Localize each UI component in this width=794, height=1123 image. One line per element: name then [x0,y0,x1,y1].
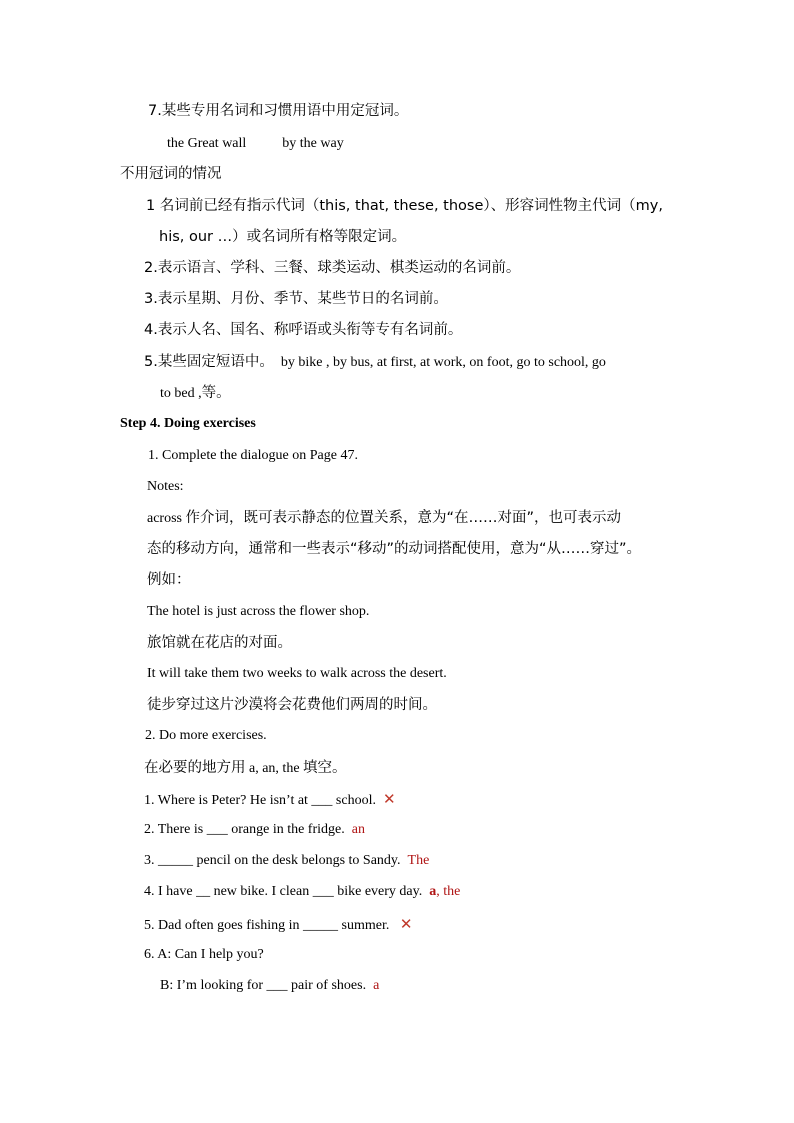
question-5-text: 5. Dad often goes fishing in _____ summer. [144,918,390,933]
cross-icon: ✕ [399,915,413,933]
fill-instruction-articles: a, an, the [249,761,300,776]
note-line-3: 例如： [147,572,191,588]
rule-3: 3.表示星期、月份、季节、某些节日的名词前。 [144,291,448,307]
question-3 [144,851,429,871]
answer-4-a: a [429,884,437,899]
answer-2: an [351,822,365,837]
question-3-text: 3. _____ pencil on the desk belongs to Sandy. [144,853,401,868]
question-5 [144,914,412,936]
question-2 [144,820,365,840]
question-6-b [160,976,379,996]
question-2-text: 2. There is ___ orange in the fridge. [144,822,345,837]
example-sentence-2: It will take them two weeks to walk across the desert. [147,666,447,681]
example-great-wall: the Great wall [167,136,247,151]
example-phrases [167,134,344,154]
rule-5-line-2 [160,383,231,404]
example-by-the-way: by the way [282,136,344,151]
exercise-1: 1. Complete the dialogue on Page 47. [148,448,358,463]
example-translation-1: 旅馆就在花店的对面。 [147,635,292,651]
fill-instruction-cn-2: 填空。 [303,760,347,776]
answer-4-the: , the [436,884,461,899]
exercise-2: 2. Do more exercises. [145,728,267,743]
note-line-2: 态的移动方向，通常和一些表示“移动”的动词搭配使用，意为“从……穿过”。 [147,541,642,557]
rule-4: 4.表示人名、国名、称呼语或头衔等专有名词前。 [144,322,463,338]
question-1-text: 1. Where is Peter? He isn’t at ___ school. [144,793,376,808]
rule-5-phrases: by bike , by bus, at first, at work, on foot, go to school, go [280,355,606,370]
question-6-a: 6. A: Can I help you? [144,947,264,962]
rule-5-cn: 5.某些固定短语中。 [144,354,274,370]
notes-label: Notes: [147,479,184,494]
question-4-text: 4. I have __ new bike. I clean ___ bike every day. [144,884,423,899]
rule-2: 2.表示语言、学科、三餐、球类运动、棋类运动的名词前。 [144,260,521,276]
rule-1-line-2: his, our …）或名词所有格等限定词。 [159,229,407,245]
example-sentence-1: The hotel is just across the flower shop. [147,604,370,619]
rule-1-line-1: 1 名词前已经有指示代词（this, that, these, those）、形容词性物主代词（my, [146,198,663,214]
note-across-word: across [147,511,182,526]
answer-6: a [373,978,380,993]
question-6-b-text: B: I’m looking for ___ pair of shoes. [160,978,367,993]
rule-5-phrases-cont: to bed , [160,386,202,401]
note-line-1-cn: 作介词，既可表示静态的位置关系，意为“在……对面”，也可表示动 [185,510,622,526]
note-line-1 [147,508,621,529]
rule-5-end: 等。 [201,385,231,401]
fill-instruction-cn-1: 在必要的地方用 [144,760,246,776]
cross-icon: ✕ [382,790,396,808]
step-4-heading: Step 4. Doing exercises [120,416,256,431]
question-1 [144,789,396,811]
no-article-heading: 不用冠词的情况 [120,166,222,182]
rule-7: 7.某些专用名词和习惯用语中用定冠词。 [148,103,409,119]
fill-instruction [144,758,347,779]
rule-5-line-1 [144,352,606,373]
question-4 [144,882,460,902]
answer-3: The [407,853,430,868]
example-translation-2: 徒步穿过这片沙漠将会花费他们两周的时间。 [147,697,437,713]
